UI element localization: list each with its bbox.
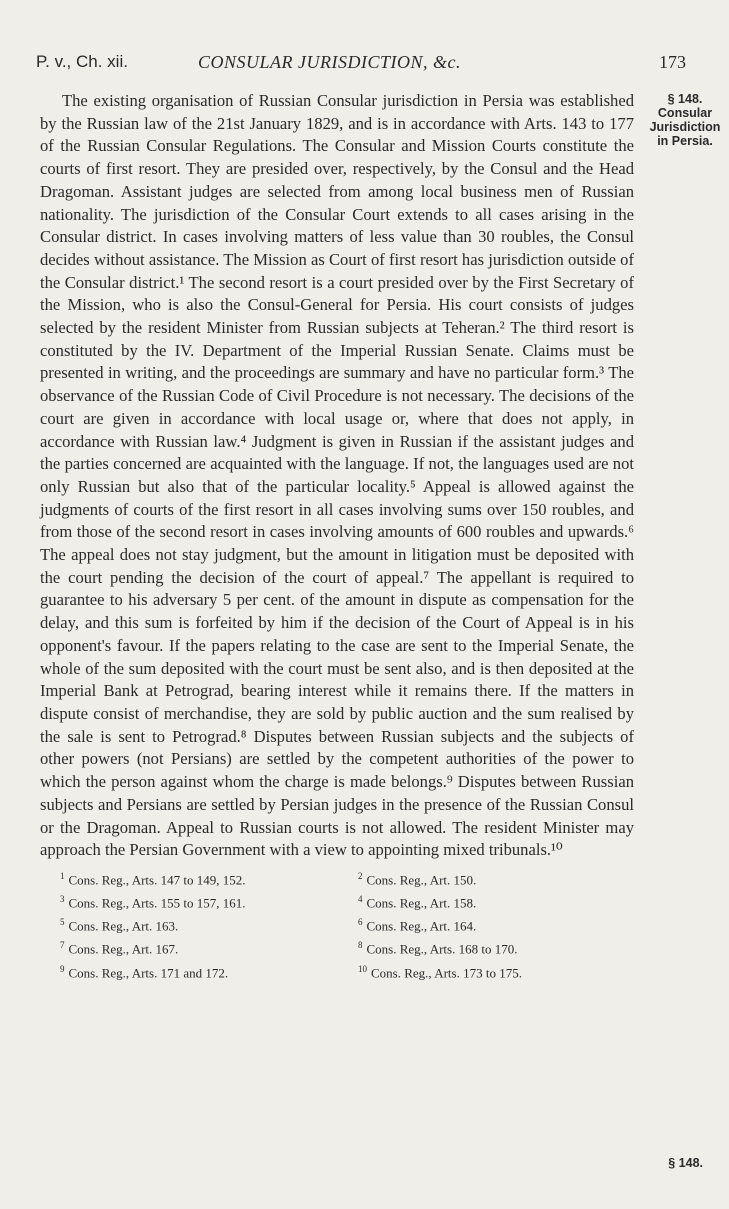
footnote-number: 3 (60, 894, 65, 905)
footnote-text: Cons. Reg., Art. 150. (366, 872, 477, 888)
footnote-number: 8 (358, 940, 363, 951)
footnote (358, 890, 620, 913)
footnote-number: 10 (358, 963, 367, 974)
margin-section-number: § 148. (667, 92, 703, 106)
footnote-number: 2 (358, 871, 363, 881)
footnotes-left-column (60, 867, 330, 983)
footnote-text: Cons. Reg., Arts. 155 to 157, 161. (68, 895, 246, 911)
footnote (358, 936, 620, 959)
catchword: § 148. (668, 1156, 703, 1170)
margin-note (641, 92, 729, 148)
footnote (358, 867, 620, 890)
footnote (358, 913, 620, 936)
footnote-text: Cons. Reg., Art. 163. (68, 918, 179, 934)
footnote-text: Cons. Reg., Arts. 168 to 170. (366, 941, 518, 957)
margin-note-line: in Persia. (657, 134, 713, 148)
footnote-number: 9 (60, 963, 65, 974)
footnote-text: Cons. Reg., Arts. 147 to 149, 152. (68, 872, 246, 888)
footnote-number: 6 (358, 917, 363, 928)
footnote-number: 1 (60, 871, 65, 881)
footnote-number: 4 (358, 894, 363, 905)
margin-note-line: Consular (657, 106, 713, 120)
footnotes-right-column (358, 867, 620, 983)
margin-note-line: Jurisdiction (649, 120, 721, 134)
chapter-reference: P. v., Ch. xii. (36, 52, 128, 71)
footnote-number: 7 (60, 940, 65, 951)
footnote-text: Cons. Reg., Art. 164. (366, 918, 477, 934)
footnote (60, 936, 330, 959)
footnote-text: Cons. Reg., Art. 167. (68, 941, 179, 957)
footnote (60, 867, 330, 890)
footnote-text: Cons. Reg., Art. 158. (366, 895, 477, 911)
footnote (358, 960, 620, 983)
footnote (60, 890, 330, 913)
footnote (60, 913, 330, 936)
main-paragraph: The existing organisation of Russian Consular jurisdiction in Persia was established by the Russian law of the 21st January 1829, and is in accordance with Arts. 143 to 177 of the Russian Consular Regulations. The Consular and Mission Courts constitute the courts of first resort. They are presided over, respectively, by the Consul and the Head Dragoman. Assistant judges are selected from among local business men of Russian nationality. The jurisdiction of the Consular Court extends to all cases arising in the Consular district. In cases involving matters of less value than 30 roubles, the Consul decides without assistance. The Mission as Court of first resort has jurisdiction outside of the Consular district.¹ The second resort is a court presided over by the First Secretary of the Mission, who is also the Consul-General for Persia. His court consists of judges selected by the resident Minister from Russian subjects at Teheran.² The third resort is constituted by the IV. Department of the Imperial Russian Senate. Claims must be presented in writing, and the proceedings are summary and have no particular form.³ The observance of the Russian Code of Civil Procedure is not necessary. The decisions of the court are given in accordance with local usage or, where that does not apply, in accordance with Russian law.⁴ Judgment is given in Russian if the assistant judges and the parties concerned are acquainted with the language. If not, the languages used are not only Russian but also that of the particular locality.⁵ Appeal is allowed against the judgments of courts of the first resort in all cases involving sums over 150 roubles, and from those of the second resort in cases involving amounts of 600 roubles and upwards.⁶ The appeal does not stay judgment, but the amount in litigation must be deposited with the court pending the decision of the court of appeal.⁷ The appellant is required to guarantee to his adversary 5 per cent. of the amount in dispute as compensation for the delay, and this sum is forfeited by him if the decision of the Court of Appeal is in his opponent's favour. If the papers relating to the case are sent to the Imperial Senate, the whole of the sum deposited with the court must be sent also, and is then deposited at the Imperial Bank at Petrograd, bearing interest while it remains there. If the matters in dispute consist of merchandise, they are sold by public auction and the sum realised by the sale is sent to Petrograd.⁸ Disputes between Russian subjects and the subjects of other powers (not Persians) are settled by the competent authorities of the power to which the person against whom the charge is made belongs.⁹ Disputes between Russian subjects and Persians are settled by Persian judges in the presence of the Russian Consul or the Dragoman. Appeal to Russian courts is not allowed. The resident Minister may approach the Persian Government with a view to appointing mixed tribunals.¹⁰ (40, 91, 634, 860)
page-number: 173 (659, 52, 686, 72)
footnote-text: Cons. Reg., Arts. 171 and 172. (68, 964, 229, 980)
running-header (36, 52, 686, 80)
footnote-number: 5 (60, 917, 65, 928)
running-title: CONSULAR JURISDICTION, &c. (198, 52, 461, 72)
footnote (60, 960, 330, 983)
footnote-text: Cons. Reg., Arts. 173 to 175. (371, 964, 522, 980)
